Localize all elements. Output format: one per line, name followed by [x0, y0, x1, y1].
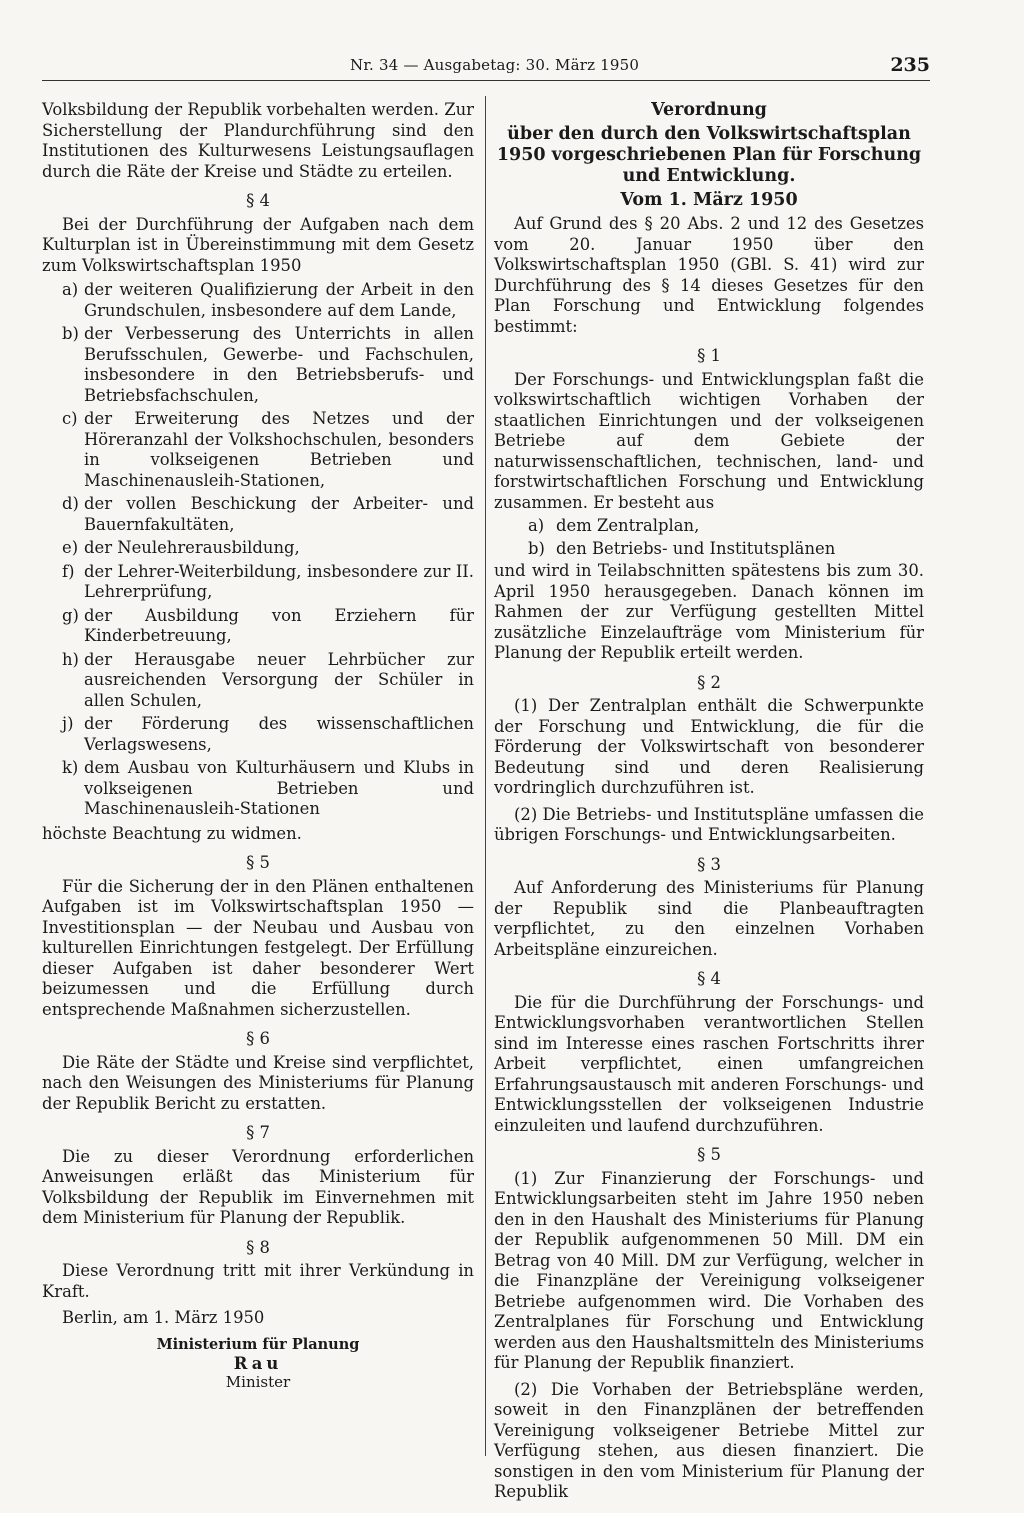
section-1-closing: und wird in Teilabschnitten spätestens bis zum 30. April 1950 herausgegeben. Danach können im Rahmen der zur Verfügung gestellten Mittel zusätzliche Einzelaufträge vom Ministerium für Planung der Republik erteilt werden.: [494, 561, 924, 662]
list-item: a) dem Zentralplan,: [528, 516, 700, 535]
signature-role: Minister: [225, 1372, 291, 1391]
left-column: [42, 100, 474, 1392]
decree-title: Verordnung: [651, 100, 767, 120]
section-7-text: Die zu dieser Verordnung erforderlichen Anweisungen erläßt das Ministerium für Volksbildung der Republik im Einvernehmen mit dem Ministerium für Planung der Republik.: [42, 1146, 474, 1227]
section-2-paragraph-2: (2) Die Betriebs- und Institutspläne umfassen die übrigen Forschungs- und Entwicklungsarbeiten.: [494, 804, 924, 844]
section-5-paragraph-1: (1) Zur Finanzierung der Forschungs- und Entwicklungsarbeiten steht im Jahre 1950 neben den in den Haushalt des Ministeriums für Planung der Republik aufgenommenen 50 Mill. DM ein Betrag von 40 Mill. DM zur Verfügung, welcher in die Finanzpläne der Vereinigung volkseigener Betriebe aufgenommen wird. Die Vorhaben des Zentralplanes für Forschung und Entwicklung werden aus den Haushaltsmitteln des Ministeriums für Planung der Republik finanziert.: [494, 1168, 924, 1372]
list-item: b) den Betriebs- und Institutsplänen: [528, 538, 836, 558]
place-date: Berlin, am 1. März 1950: [62, 1308, 265, 1327]
signature-organization: Ministerium für Planung: [156, 1335, 360, 1353]
section-4-closing: höchste Beachtung zu widmen.: [42, 823, 302, 843]
issue-info: Nr. 34 — Ausgabetag: 30. März 1950: [350, 56, 640, 74]
signature-name: Rau: [233, 1353, 283, 1373]
section-3-heading: § 3: [697, 854, 721, 874]
section-4-text: Bei der Durchführung der Aufgaben nach dem Kulturplan ist in Übereinstimmung mit dem Gesetz zum Volkswirtschaftsplan 1950: [42, 214, 474, 275]
list-item: d) der vollen Beschickung der Arbeiter- und Bauernfakultäten,: [62, 494, 474, 534]
list-item: e) der Neulehrerausbildung,: [62, 538, 300, 557]
section-1-text: Der Forschungs- und Entwicklungsplan faßt die volkswirtschaftlich wichtigen Vorhaben der staatlichen Einrichtungen und der volkseigenen Betriebe auf dem Gebiete der naturwissenschaftlichen, technischen, land- und forstwirtschaftlichen Forschung und Entwicklung zusammen. Er besteht aus: [494, 369, 924, 512]
page-header: [40, 56, 930, 82]
section-8-text: Diese Verordnung tritt mit ihrer Verkündung in Kraft.: [42, 1261, 474, 1301]
section-4-heading: § 4: [246, 191, 270, 210]
list-item: b) der Verbesserung des Unterrichts in allen Berufsschulen, Gewerbe- und Fachschulen, insbesondere in den Betriebsberufs- und Betriebsfachschulen,: [62, 324, 474, 405]
section-1-heading: § 1: [697, 346, 721, 365]
section-6-text: Die Räte der Städte und Kreise sind verpflichtet, nach den Weisungen des Ministeriums für Planung der Republik Bericht zu erstatten.: [42, 1052, 474, 1113]
list-item: f) der Lehrer-Weiterbildung, insbesondere zur II. Lehrerprüfung,: [62, 561, 474, 601]
right-column: [494, 100, 924, 1503]
page-number: 235: [890, 54, 930, 76]
section-3-text: Auf Anforderung des Ministeriums für Planung der Republik sind die Planbeauftragten verpflichtet, zu den einzelnen Vorhaben Arbeitspläne einzureichen.: [494, 878, 924, 959]
list-item: h) der Herausgabe neuer Lehrbücher zur ausreichenden Versorgung der Schüler in allen Schulen,: [62, 649, 474, 710]
section-8-heading: § 8: [246, 1237, 270, 1257]
list-item: a) der weiteren Qualifizierung der Arbeit in den Grundschulen, insbesondere auf dem Lande,: [62, 280, 474, 320]
list-item: g) der Ausbildung von Erziehern für Kinderbetreuung,: [62, 605, 474, 645]
decree-date: Vom 1. März 1950: [620, 190, 798, 210]
section-4-text: Die für die Durchführung der Forschungs- und Entwicklungsvorhaben verantwortlichen Stellen sind im Interesse eines raschen Fortschritts ihrer Arbeit verpflichtet, einen umfangreichen Erfahrungsaustausch mit anderen Forschungs- und Entwicklungsstellen der volkseigenen Industrie einzuleiten und laufend durchzuführen.: [494, 992, 924, 1135]
list-item: c) der Erweiterung des Netzes und der Höreranzahl der Volkshochschulen, besonders in volkseigenen Betrieben und Maschinenausleih-Stationen,: [62, 409, 474, 490]
section-2-heading: § 2: [697, 672, 721, 692]
intro-paragraph: Volksbildung der Republik vorbehalten werden. Zur Sicherstellung der Plandurchführung sind den Institutionen des Kulturwesens Leistungsauflagen durch die Räte der Kreise und Städte zu erteilen.: [42, 100, 474, 181]
section-6-heading: § 6: [246, 1029, 270, 1048]
section-2-paragraph-1: (1) Der Zentralplan enthält die Schwerpunkte der Forschung und Entwicklung, die für die Förderung der Volkswirtschaft von besonderer Bedeutung sind und deren Realisierung vordringlich durchzuführen ist.: [494, 696, 924, 797]
section-5-heading: § 5: [697, 1145, 721, 1164]
section-5-paragraph-2: (2) Die Vorhaben der Betriebspläne werden, soweit in den Finanzplänen der betreffenden Vereinigung volkseigener Betriebe Mittel zur Verfügung stehen, aus diesen finanziert. Die sonstigen in den vom Ministerium für Planung der Republik: [494, 1379, 924, 1501]
header-rule: [42, 80, 930, 81]
preamble: Auf Grund des § 20 Abs. 2 und 12 des Gesetzes vom 20. Januar 1950 über den Volkswirtschaftsplan 1950 (GBl. S. 41) wird zur Durchführung des § 14 dieses Gesetzes für den Plan Forschung und Entwicklung folgendes bestimmt:: [494, 214, 924, 336]
section-5-heading: § 5: [246, 853, 270, 872]
section-4-list: [42, 280, 474, 820]
section-4-heading: § 4: [697, 969, 721, 988]
signature-block: [42, 1335, 474, 1392]
list-item: k) dem Ausbau von Kulturhäusern und Klubs in volkseigenen Betrieben und Maschinenausleih-Stationen: [62, 758, 474, 818]
decree-subtitle: über den durch den Volkswirtschaftsplan 1950 vorgeschriebenen Plan für Forschung und Entwicklung.: [496, 124, 922, 186]
section-1-list: [494, 516, 924, 559]
section-7-heading: § 7: [246, 1123, 270, 1142]
column-divider: [485, 96, 486, 1456]
section-5-text: Für die Sicherung der in den Plänen enthaltenen Aufgaben ist im Volkswirtschaftsplan 1950 — Investitionsplan — der Neubau und Ausbau von kulturellen Einrichtungen festgelegt. Der Erfüllung dieser Aufgaben ist daher besonderer Wert beizumessen und die Erfüllung durch entsprechende Maßnahmen sicherzustellen.: [42, 876, 474, 1019]
list-item: j) der Förderung des wissenschaftlichen Verlagswesens,: [62, 714, 474, 754]
